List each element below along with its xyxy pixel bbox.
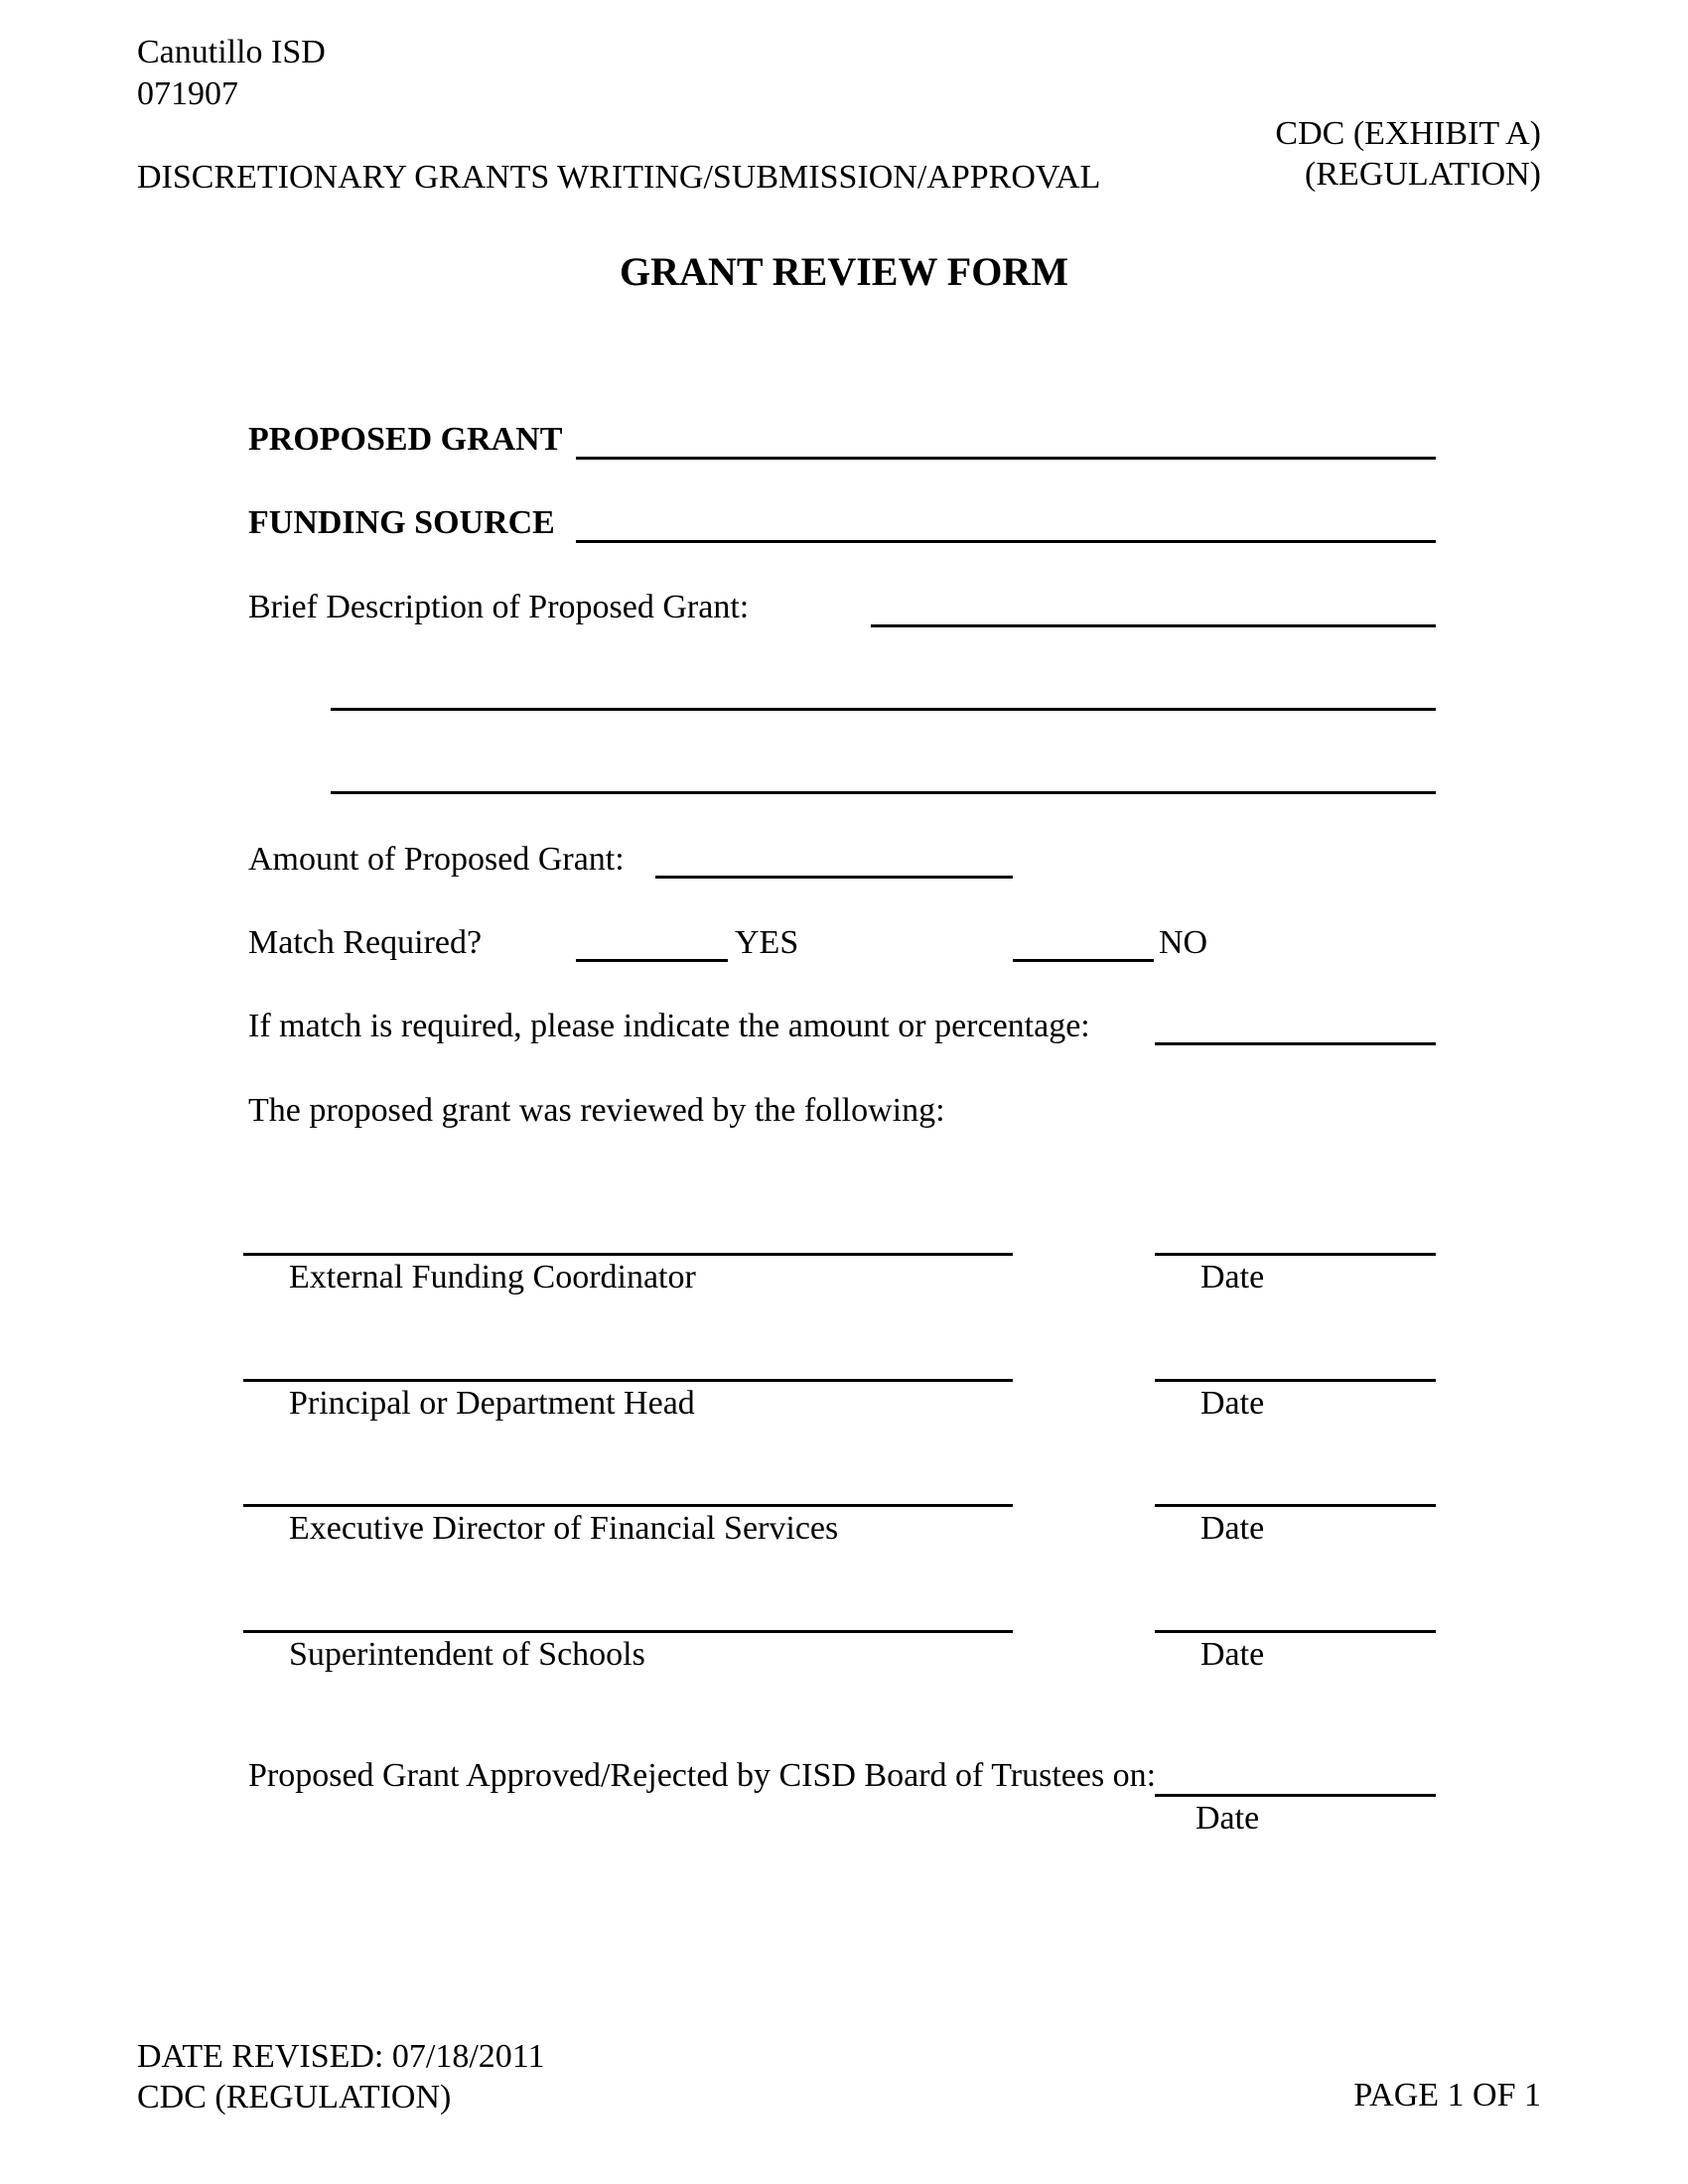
policy-code: CDC (EXHIBIT A) [1275, 115, 1541, 152]
amount-label: Amount of Proposed Grant: [248, 841, 625, 878]
description-field-line-2[interactable] [331, 708, 1436, 711]
description-field-line-3[interactable] [331, 791, 1436, 794]
signature-role: Executive Director of Financial Services [289, 1510, 839, 1547]
date-line[interactable] [1155, 1253, 1436, 1256]
signature-role: Superintendent of Schools [289, 1636, 645, 1673]
description-field-line-1[interactable] [871, 624, 1436, 627]
proposed-grant-label: PROPOSED GRANT [248, 421, 563, 458]
proposed-grant-field[interactable] [576, 457, 1436, 460]
board-date-field[interactable] [1155, 1794, 1436, 1797]
policy-type: (REGULATION) [1305, 156, 1541, 193]
signature-role: Principal or Department Head [289, 1385, 695, 1422]
signature-line[interactable] [243, 1504, 1013, 1507]
footer-regulation: CDC (REGULATION) [137, 2079, 452, 2116]
funding-source-label: FUNDING SOURCE [248, 504, 555, 541]
form-title: GRANT REVIEW FORM [620, 249, 1068, 294]
district-name: Canutillo ISD [137, 34, 326, 70]
section-title: DISCRETIONARY GRANTS WRITING/SUBMISSION/APPROVAL [137, 159, 1101, 196]
date-line[interactable] [1155, 1504, 1436, 1507]
description-label: Brief Description of Proposed Grant: [248, 589, 750, 625]
match-amount-label: If match is required, please indicate the amount or percentage: [248, 1008, 1090, 1044]
amount-field[interactable] [655, 876, 1013, 879]
date-label: Date [1200, 1259, 1265, 1296]
date-line[interactable] [1155, 1630, 1436, 1633]
date-label: Date [1200, 1510, 1265, 1547]
funding-source-field[interactable] [576, 540, 1436, 543]
signature-line[interactable] [243, 1630, 1013, 1633]
board-date-label: Date [1196, 1800, 1260, 1837]
date-label: Date [1200, 1385, 1265, 1422]
date-label: Date [1200, 1636, 1265, 1673]
board-approval-label: Proposed Grant Approved/Rejected by CISD Board of Trustees on: [248, 1757, 1157, 1794]
reviewed-by-label: The proposed grant was reviewed by the following: [248, 1092, 945, 1129]
signature-role: External Funding Coordinator [289, 1259, 696, 1296]
match-no-field[interactable] [1013, 959, 1154, 962]
match-yes-label: YES [735, 924, 799, 961]
match-amount-field[interactable] [1155, 1042, 1436, 1045]
date-revised: DATE REVISED: 07/18/2011 [137, 2038, 545, 2075]
signature-line[interactable] [243, 1379, 1013, 1382]
page-number: PAGE 1 OF 1 [1353, 2077, 1541, 2114]
district-code: 071907 [137, 75, 238, 112]
match-yes-field[interactable] [576, 959, 728, 962]
date-line[interactable] [1155, 1379, 1436, 1382]
match-no-label: NO [1159, 924, 1208, 961]
match-required-label: Match Required? [248, 924, 483, 961]
signature-line[interactable] [243, 1253, 1013, 1256]
